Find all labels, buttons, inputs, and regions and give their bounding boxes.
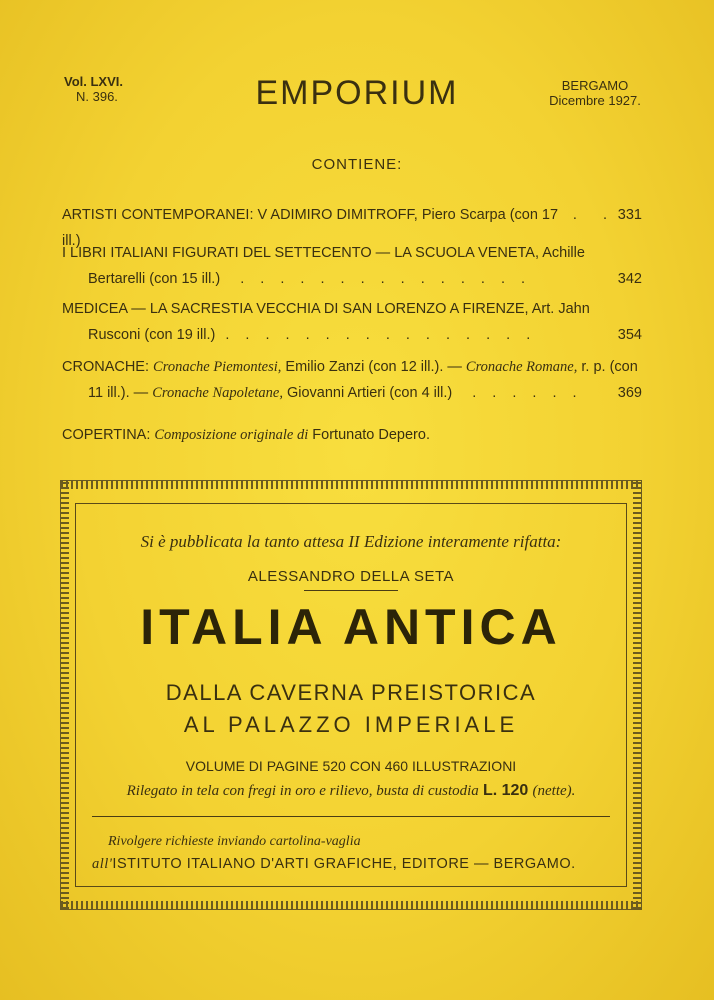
contact-line-2 bbox=[92, 856, 576, 873]
contents-heading: CONTIENE: bbox=[311, 156, 403, 173]
publication-date: Dicembre 1927. bbox=[549, 93, 641, 108]
book-binding-price bbox=[76, 782, 626, 800]
magazine-title: EMPORIUM bbox=[255, 74, 459, 112]
toc-entry-text: ARTISTI CONTEMPORANEI: V ADIMIRO DIMITROFF, Piero Scarpa (con 17 ill.) bbox=[62, 207, 559, 249]
toc-entry-text: MEDICEA — LA SACRESTIA VECCHIA DI SAN LORENZO A FIRENZE, Art. Jahn bbox=[62, 301, 590, 317]
publication-city: BERGAMO bbox=[561, 78, 629, 93]
toc-entry-2: I LIBRI ITALIANI FIGURATI DEL SETTECENTO — LA SCUOLA VENETA, Achille Bertarelli (con 15 ill.) . . . . . . . . . . . . . . . 342 bbox=[62, 240, 642, 292]
issue-number: N. 396. bbox=[76, 89, 118, 104]
book-subtitle-1: DALLA CAVERNA PREISTORICA bbox=[165, 680, 537, 705]
book-subtitle-2: AL PALAZZO IMPERIALE bbox=[183, 712, 519, 737]
toc-entry-text: Giovanni Artieri (con 4 ill.) bbox=[286, 385, 453, 401]
toc-page-number: 369 bbox=[617, 385, 642, 401]
book-title: ITALIA ANTICA bbox=[140, 599, 562, 655]
contact-text: Rivolgere richieste inviando cartolina-vaglia bbox=[108, 834, 361, 849]
divider bbox=[304, 590, 398, 591]
toc-italic-title: Cronache Piemontesi, bbox=[153, 359, 282, 375]
binding-text: Rilegato in tela con fregi in oro e rilievo, busta di custodia bbox=[126, 783, 479, 799]
toc-page-number: 354 bbox=[617, 327, 642, 343]
toc-entry-text: Emilio Zanzi (con 12 ill.). — bbox=[285, 359, 462, 375]
contact-prefix: all' bbox=[92, 856, 113, 872]
toc-section-label: CRONACHE: bbox=[62, 359, 150, 375]
divider bbox=[92, 816, 610, 817]
toc-entry-text: Rusconi (con 19 ill.) bbox=[88, 327, 216, 343]
toc-entry-text: 11 ill.). — bbox=[88, 385, 149, 401]
publisher-address: ISTITUTO ITALIANO D'ARTI GRAFICHE, EDITORE — BERGAMO. bbox=[112, 856, 576, 872]
ad-intro-text: Si è pubblicata la tanto attesa II Edizione interamente rifatta: bbox=[140, 532, 562, 551]
toc-entry-4: CRONACHE: Cronache Piemontesi, Emilio Zanzi (con 12 ill.). — Cronache Romane, r. p. (con 11 ill.). — Cronache Napoletane, Giovanni Artieri (con 4 ill.) . . . . . . 369 bbox=[62, 354, 642, 406]
toc-italic-title: Composizione originale di bbox=[154, 427, 309, 443]
toc-entry-text: Bertarelli (con 15 ill.) bbox=[88, 271, 221, 287]
toc-section-label: COPERTINA: bbox=[62, 427, 151, 443]
toc-entry-1: ARTISTI CONTEMPORANEI: V ADIMIRO DIMITROFF, Piero Scarpa (con 17 ill.) . . 331 bbox=[62, 202, 642, 254]
toc-page-number: 331 bbox=[617, 207, 642, 223]
toc-entry-text: I LIBRI ITALIANI FIGURATI DEL SETTECENTO — LA SCUOLA VENETA, Achille bbox=[62, 245, 585, 261]
toc-entry-text: r. p. (con bbox=[581, 359, 638, 375]
price-note: (nette). bbox=[532, 783, 576, 799]
volume-number: Vol. LXVI. bbox=[64, 74, 123, 89]
publication-info bbox=[540, 78, 650, 108]
toc-italic-title: Cronache Romane, bbox=[465, 359, 578, 375]
ad-author: ALESSANDRO DELLA SETA bbox=[247, 568, 455, 585]
toc-entry-5 bbox=[62, 422, 642, 448]
contact-line-1 bbox=[108, 832, 361, 850]
toc-page-number: 342 bbox=[617, 271, 642, 287]
toc-entry-3: MEDICEA — LA SACRESTIA VECCHIA DI SAN LORENZO A FIRENZE, Art. Jahn Rusconi (con 19 ill.) . . . . . . . . . . . . . . . . 354 bbox=[62, 296, 642, 348]
price: L. 120 bbox=[482, 782, 529, 799]
advertisement-frame bbox=[60, 480, 642, 910]
book-volume-info: VOLUME DI PAGINE 520 CON 460 ILLUSTRAZIONI bbox=[185, 758, 517, 774]
ad-intro bbox=[76, 532, 626, 552]
toc-entry-text: Fortunato Depero. bbox=[312, 427, 430, 443]
toc-italic-title: Cronache Napoletane, bbox=[152, 385, 283, 401]
advertisement-body bbox=[75, 503, 627, 887]
